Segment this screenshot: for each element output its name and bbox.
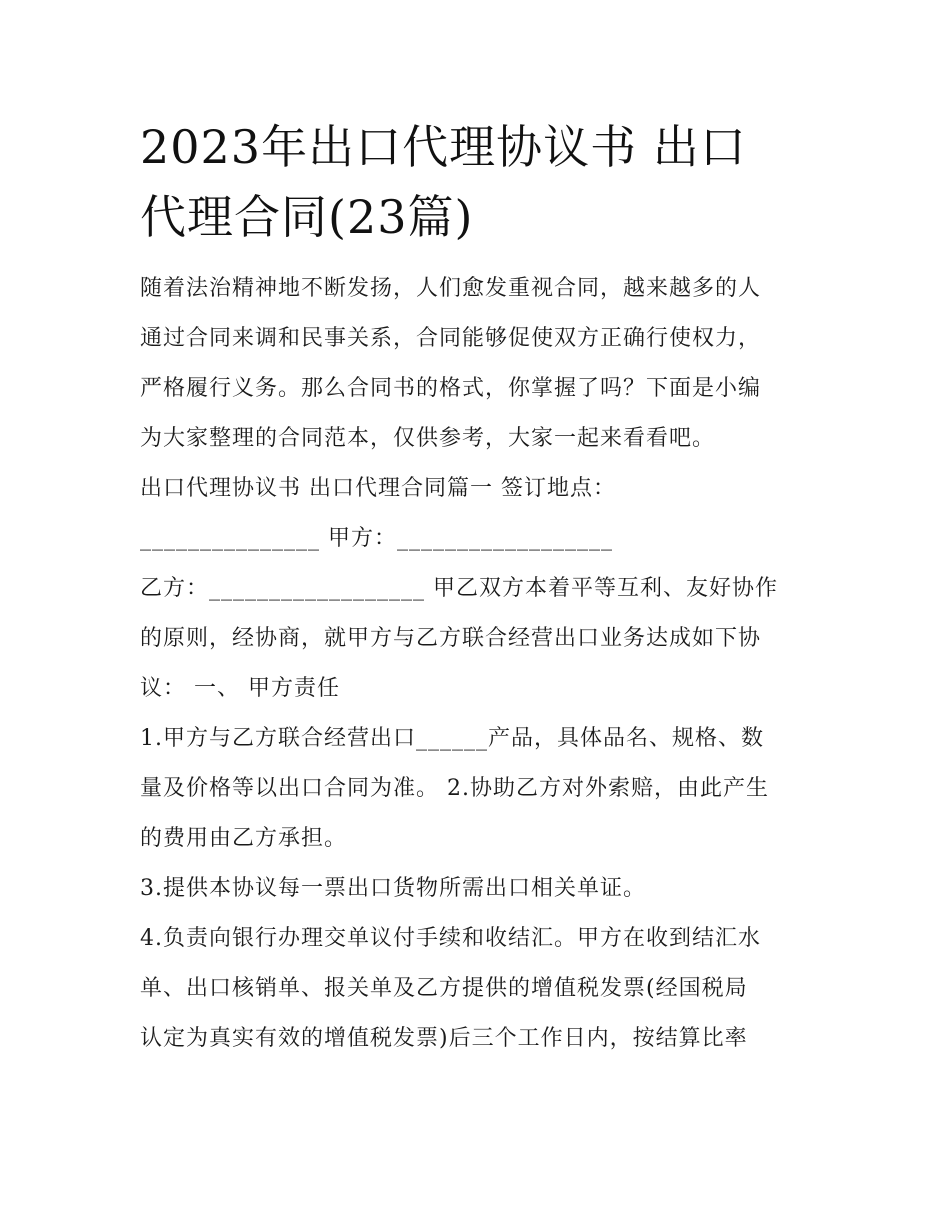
body-line: 通过合同来调和民事关系，合同能够促使双方正确行使权力， xyxy=(140,326,762,351)
body-line: 乙方：__________________ 甲乙双方本着平等互利、友好协作 xyxy=(140,576,778,601)
body-line: 随着法治精神地不断发扬，人们愈发重视合同，越来越多的人 xyxy=(140,276,762,301)
document-title xyxy=(140,112,820,252)
body-line: 的原则，经协商，就甲方与乙方联合经营出口业务达成如下协 xyxy=(140,626,762,651)
body-line: 出口代理协议书 出口代理合同篇一 签订地点： xyxy=(140,476,616,501)
body-line: 认定为真实有效的增值税发票)后三个工作日内，按结算比率 xyxy=(140,1026,748,1051)
body-line: _______________ 甲方：__________________ xyxy=(140,526,613,551)
body-line: 为大家整理的合同范本，仅供参考，大家一起来看看吧。 xyxy=(140,426,716,451)
document-body xyxy=(140,264,820,1064)
body-line: 3.提供本协议每一票出口货物所需出口相关单证。 xyxy=(140,876,646,901)
title-line: 代理合同(23篇) xyxy=(140,190,474,244)
body-line: 议： 一、 甲方责任 xyxy=(140,676,340,701)
body-line: 量及价格等以出口合同为准。 2.协助乙方对外索赔，由此产生 xyxy=(140,776,769,801)
body-line: 4.负责向银行办理交单议付手续和收结汇。甲方在收到结汇水 xyxy=(140,926,761,951)
body-line: 的费用由乙方承担。 xyxy=(140,826,348,851)
body-line: 严格履行义务。那么合同书的格式，你掌握了吗？下面是小编 xyxy=(140,376,762,401)
title-line: 2023年出口代理协议书 出口 xyxy=(140,120,747,174)
document-page xyxy=(140,112,820,1064)
body-line: 单、出口核销单、报关单及乙方提供的增值税发票(经国税局 xyxy=(140,976,748,1001)
body-line: 1.甲方与乙方联合经营出口______产品，具体品名、规格、数 xyxy=(140,726,764,751)
